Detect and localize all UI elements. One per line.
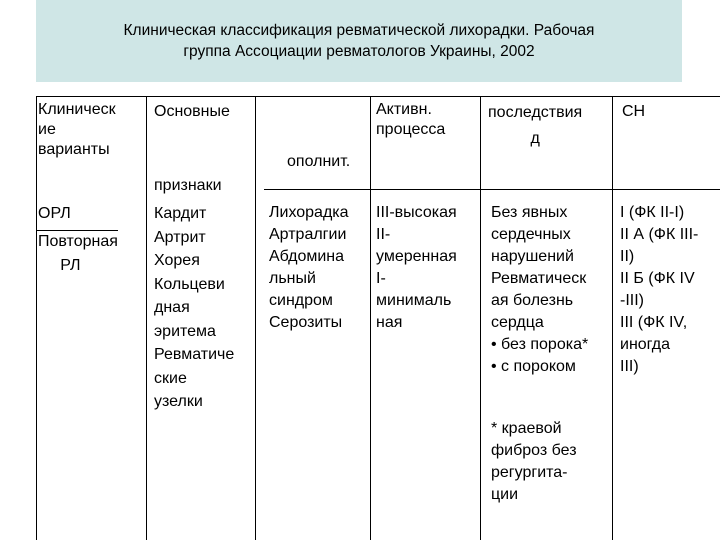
- sn-list: I (ФК II-I) II А (ФК III- II) II Б (ФК IV -III) III (ФК IV, иногда III): [620, 204, 699, 375]
- footnote: * краевой фиброз без регургита- ции: [491, 420, 577, 503]
- classification-table: [36, 96, 720, 540]
- header-activity: Активн. процесса: [376, 101, 446, 138]
- title-banner: [36, 0, 682, 82]
- header-consequences: последствия д: [488, 104, 583, 147]
- col-line-5: [612, 96, 613, 540]
- variant-repeat-rl: Повторная РЛ: [38, 233, 118, 274]
- main-signs-list: Кардит Артрит Хорея Кольцеви дная эритема Ревматиче ские узелки: [154, 205, 235, 410]
- col-line-4: [480, 96, 481, 540]
- header-main-signs: Основные: [154, 103, 230, 120]
- col-line-1: [146, 96, 147, 540]
- consequences-list: Без явных сердечных нарушений Ревматическ ая болезнь сердца • без порока* • с пороком: [491, 204, 589, 375]
- col-line-3: [370, 96, 371, 540]
- activity-list: III-высокая II- умеренная I- минималь ная: [376, 204, 457, 331]
- header-sn: СН: [622, 103, 646, 120]
- page-title: Клиническая классификация ревматической лихорадки. Рабочая группа Ассоциации ревматологов Украины, 2002: [123, 22, 595, 60]
- header-clinical-variants: Клиническ ие варианты: [38, 101, 116, 158]
- header-main-signs-cont: признаки: [154, 177, 222, 194]
- header-divider: [264, 189, 720, 190]
- table-top-border: [36, 96, 720, 97]
- header-additional: ополнит.: [287, 153, 351, 170]
- table-left-border: [36, 96, 37, 540]
- col-line-2: [255, 96, 256, 540]
- additional-signs-list: Лихорадка Артралгии Абдомина льный синдром Серозиты: [269, 204, 349, 331]
- variant-orl: ОРЛ: [38, 205, 71, 222]
